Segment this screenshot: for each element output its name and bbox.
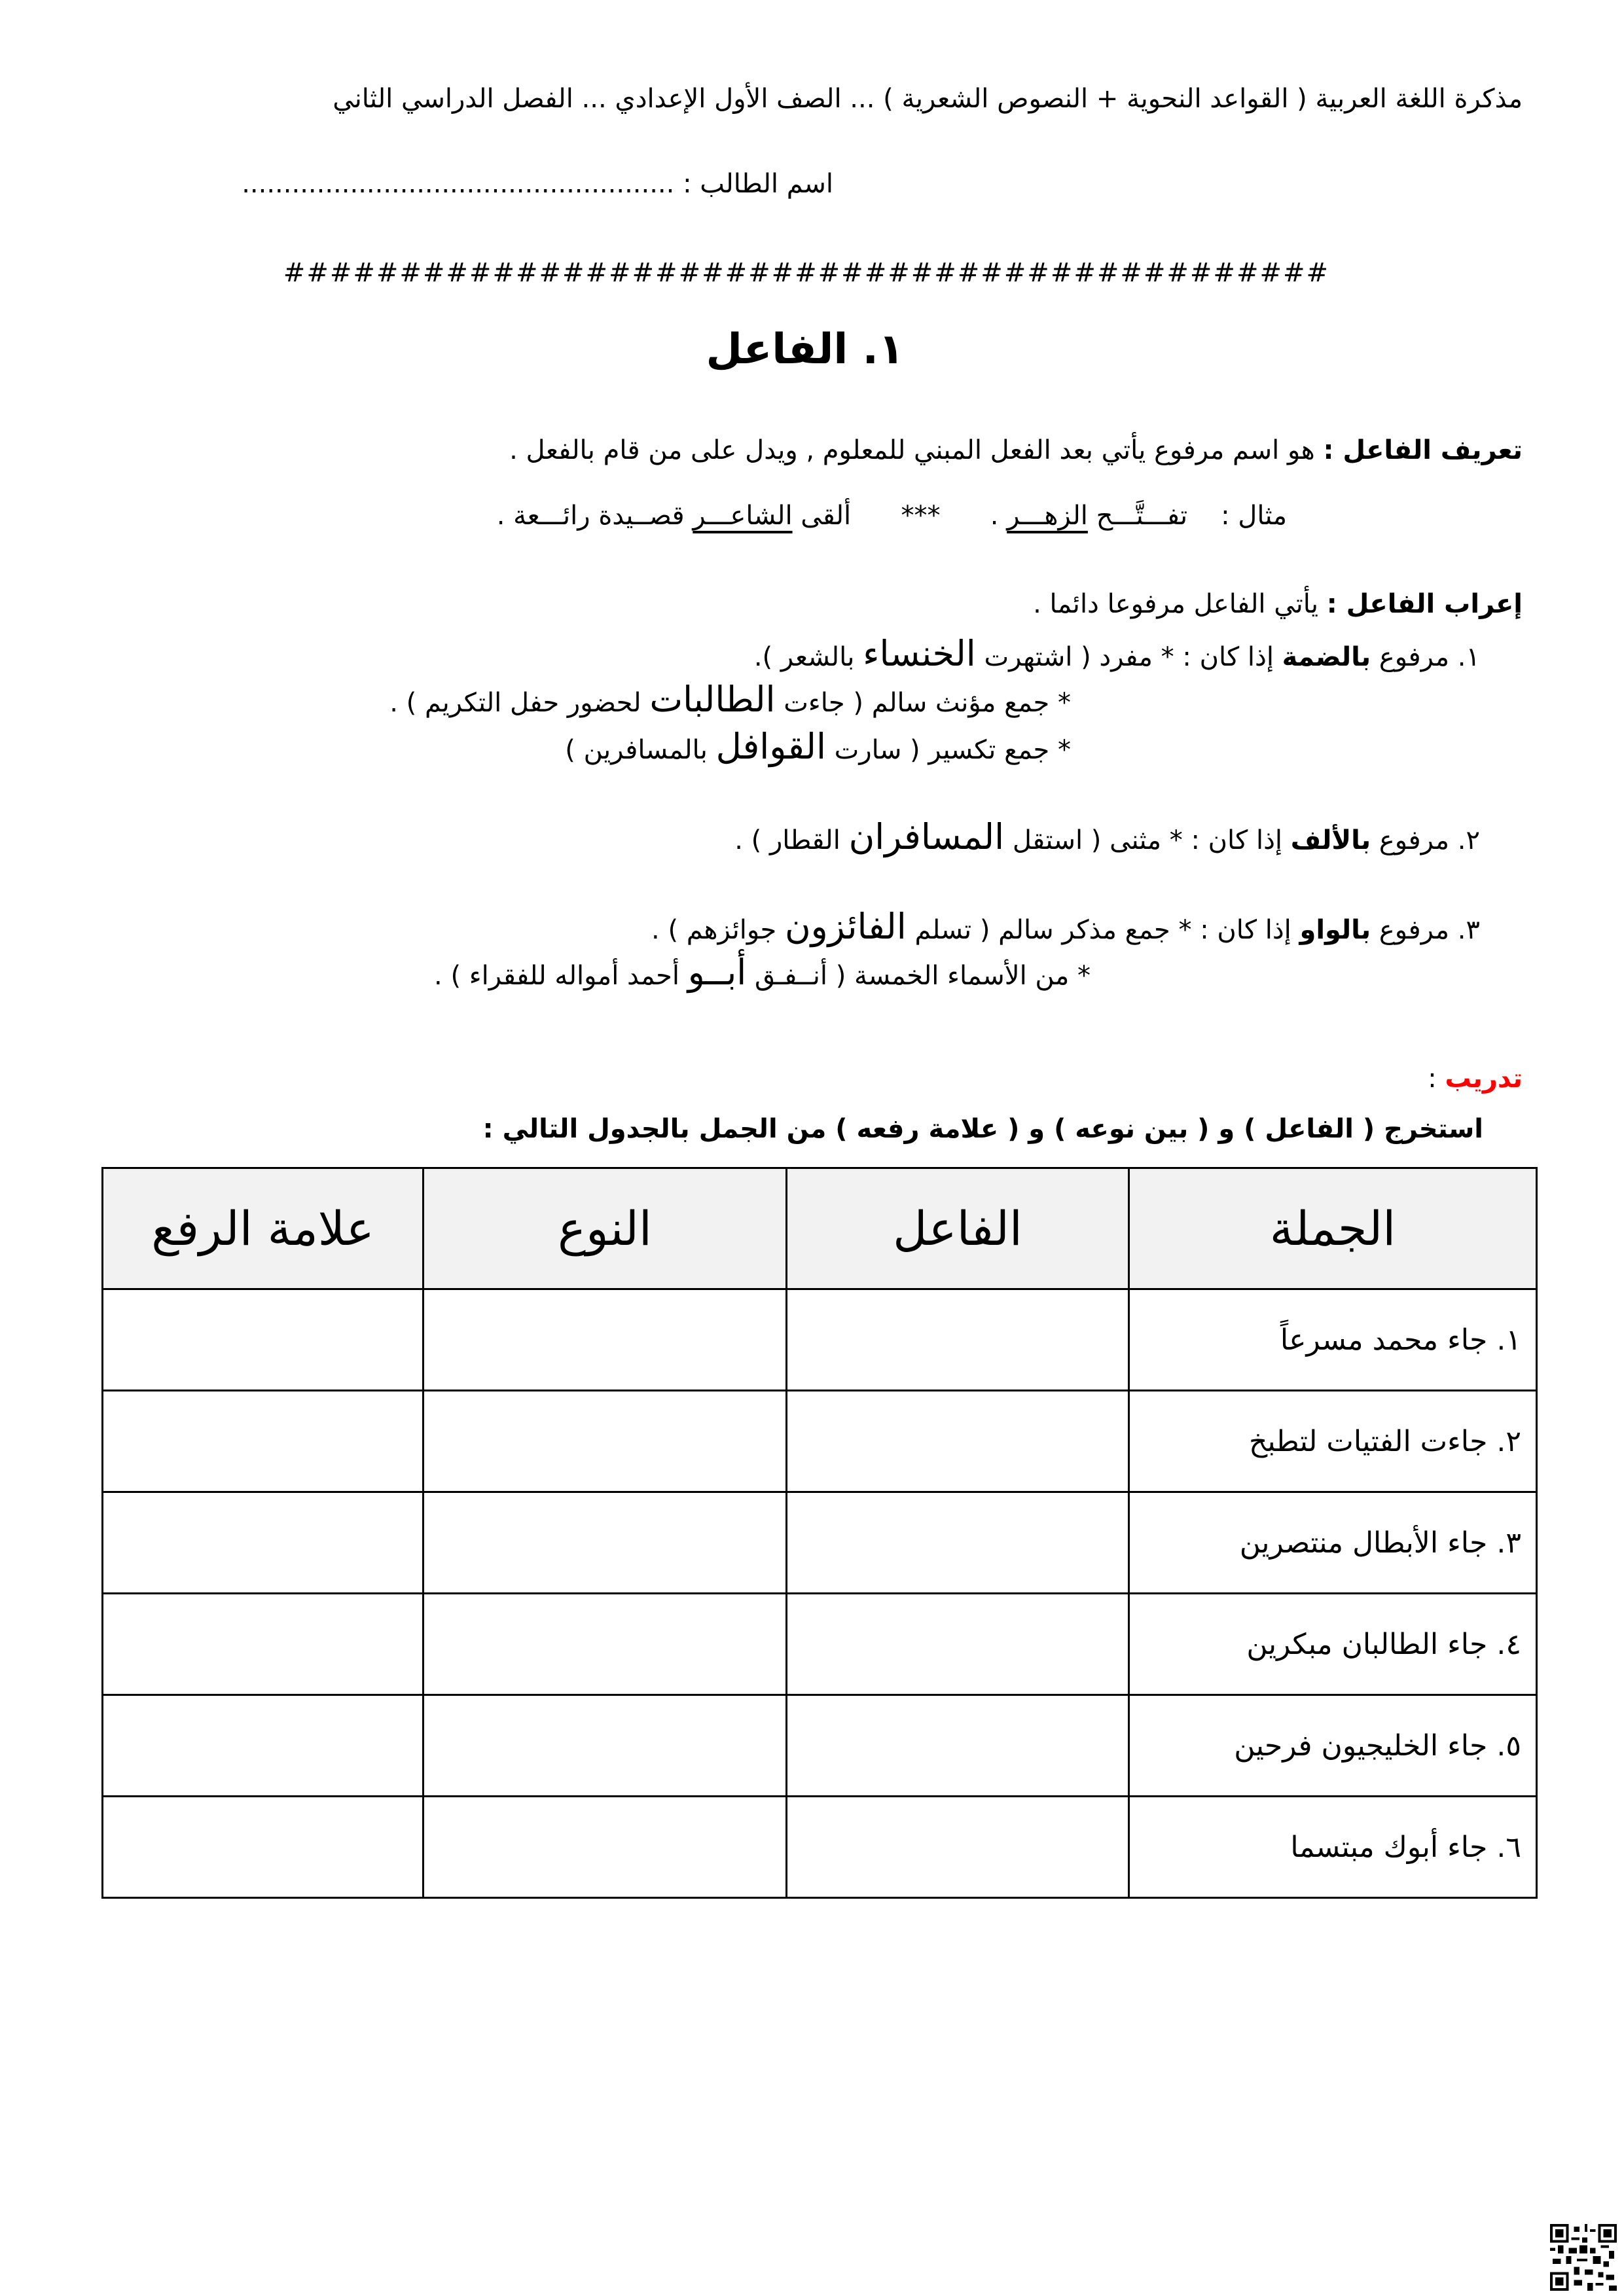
sentence-cell: ١. جاء محمد مسرعاً bbox=[1129, 1289, 1537, 1391]
case-1-number: ١. bbox=[1457, 642, 1480, 672]
case-1-prefix: مرفوع bbox=[1371, 642, 1450, 672]
table-row bbox=[103, 1289, 1537, 1391]
example-2-subject: الشاعـــر bbox=[693, 501, 793, 531]
example-2-a: ألقى bbox=[792, 501, 852, 531]
case-3-number: ٣. bbox=[1457, 915, 1480, 945]
lesson-number: ١. bbox=[862, 325, 904, 374]
case-2-prefix: مرفوع bbox=[1371, 825, 1450, 855]
case-1-c-suffix: بالمسافرين ) bbox=[565, 735, 716, 765]
case-3-b bbox=[434, 952, 1091, 993]
sentence-cell: ٥. جاء الخليجيون فرحين bbox=[1129, 1695, 1537, 1797]
case-2-suffix: القطار ) . bbox=[734, 825, 849, 855]
case-3 bbox=[651, 906, 1480, 947]
answer-mark-cell[interactable] bbox=[103, 1289, 424, 1391]
case-1-mark: بالضمة bbox=[1282, 642, 1371, 672]
exercise-label: تدريب bbox=[1445, 1064, 1523, 1094]
answer-mark-cell[interactable] bbox=[103, 1594, 424, 1695]
answer-type-cell[interactable] bbox=[424, 1492, 787, 1594]
answer-type-cell[interactable] bbox=[424, 1594, 787, 1695]
answer-subject-cell[interactable] bbox=[787, 1797, 1129, 1898]
lesson-title bbox=[706, 326, 904, 374]
case-2 bbox=[734, 817, 1480, 857]
case-1 bbox=[754, 634, 1480, 674]
example-1-a: تفـــتَّـــح bbox=[1087, 501, 1188, 531]
answer-subject-cell[interactable] bbox=[787, 1391, 1129, 1492]
col-header-type: النوع bbox=[424, 1168, 787, 1289]
sentence-cell: ٢. جاءت الفتيات لتطبخ bbox=[1129, 1391, 1537, 1492]
case-2-number: ٢. bbox=[1457, 825, 1480, 855]
exercise-heading bbox=[1428, 1064, 1523, 1094]
memo-title: مذكرة اللغة العربية ( القواعد النحوية + النصوص الشعرية ) ... الصف الأول الإعدادي ... الفصل الدراسي الثاني bbox=[333, 84, 1523, 114]
case-2-word: المسافران bbox=[848, 816, 1005, 857]
example-stars: *** bbox=[901, 501, 941, 531]
answer-type-cell[interactable] bbox=[424, 1289, 787, 1391]
case-3-b-word: أبــو bbox=[687, 952, 747, 993]
table-row bbox=[103, 1594, 1537, 1695]
table-row bbox=[103, 1492, 1537, 1594]
table-header-row bbox=[103, 1168, 1537, 1289]
table-row bbox=[103, 1695, 1537, 1797]
case-2-mark: بالألف bbox=[1290, 825, 1371, 855]
case-3-word: الفائزون bbox=[784, 906, 907, 947]
irab-label: إعراب الفاعل : bbox=[1326, 589, 1523, 619]
answer-mark-cell[interactable] bbox=[103, 1797, 424, 1898]
case-1-condition: إذا كان : * مفرد ( اشتهرت bbox=[975, 642, 1282, 672]
example-1-c: . bbox=[990, 501, 1007, 531]
case-3-mark: بالواو bbox=[1299, 915, 1371, 945]
exercise-instruction: استخرج ( الفاعل ) و ( بين نوعه ) و ( علامة رفعه ) من الجمل بالجدول التالي : bbox=[482, 1114, 1483, 1144]
case-1-c-prefix: * جمع تكسير ( سارت bbox=[825, 735, 1071, 765]
sentence-cell: ٦. جاء أبوك مبتسما bbox=[1129, 1797, 1537, 1898]
sentence-cell: ٣. جاء الأبطال منتصرين bbox=[1129, 1492, 1537, 1594]
lesson-title-text: الفاعل bbox=[706, 325, 848, 374]
separator-line: ############################################# bbox=[283, 258, 1329, 288]
col-header-sentence: الجملة bbox=[1129, 1168, 1537, 1289]
answer-subject-cell[interactable] bbox=[787, 1594, 1129, 1695]
case-1-b-word: الطالبات bbox=[649, 679, 776, 720]
definition-text: هو اسم مرفوع يأتي بعد الفعل المبني للمعلوم , ويدل على من قام بالفعل . bbox=[509, 435, 1315, 465]
case-3-condition: إذا كان : * جمع مذكر سالم ( تسلم bbox=[906, 915, 1300, 945]
answer-subject-cell[interactable] bbox=[787, 1289, 1129, 1391]
answer-subject-cell[interactable] bbox=[787, 1695, 1129, 1797]
answer-type-cell[interactable] bbox=[424, 1695, 787, 1797]
case-1-word: الخنساء bbox=[863, 633, 976, 674]
irab-line bbox=[1033, 589, 1523, 619]
case-1-b bbox=[389, 679, 1071, 720]
example-line bbox=[497, 501, 1287, 531]
student-name-line: اسم الطالب : .................................................... bbox=[242, 169, 833, 199]
example-2-c: قصــيدة رائـــعة . bbox=[496, 501, 693, 531]
definition-line bbox=[509, 435, 1523, 465]
case-1-suffix: بالشعر ). bbox=[753, 642, 863, 672]
case-1-c bbox=[565, 726, 1071, 767]
case-2-condition: إذا كان : * مثنى ( استقل bbox=[1004, 825, 1291, 855]
table-row bbox=[103, 1391, 1537, 1492]
answer-mark-cell[interactable] bbox=[103, 1695, 424, 1797]
col-header-case-mark: علامة الرفع bbox=[103, 1168, 424, 1289]
case-3-b-suffix: أحمد أمواله للفقراء ) . bbox=[434, 961, 688, 991]
definition-label: تعريف الفاعل : bbox=[1323, 435, 1523, 465]
answer-subject-cell[interactable] bbox=[787, 1492, 1129, 1594]
exercise-colon: : bbox=[1428, 1064, 1445, 1094]
example-1-subject: الزهـــر bbox=[1007, 501, 1088, 531]
case-3-b-prefix: * من الأسماء الخمسة ( أنــفـق bbox=[746, 961, 1091, 991]
answer-type-cell[interactable] bbox=[424, 1797, 787, 1898]
table-row bbox=[103, 1797, 1537, 1898]
answer-mark-cell[interactable] bbox=[103, 1391, 424, 1492]
sentence-cell: ٤. جاء الطالبان مبكرين bbox=[1129, 1594, 1537, 1695]
case-1-b-prefix: * جمع مؤنث سالم ( جاءت bbox=[775, 688, 1071, 718]
case-1-c-word: القوافل bbox=[715, 726, 826, 767]
case-3-prefix: مرفوع bbox=[1371, 915, 1450, 945]
irab-text: يأتي الفاعل مرفوعا دائما . bbox=[1033, 589, 1319, 619]
answer-type-cell[interactable] bbox=[424, 1391, 787, 1492]
col-header-subject: الفاعل bbox=[787, 1168, 1129, 1289]
exercise-table bbox=[101, 1167, 1538, 1899]
case-1-b-suffix: لحضور حفل التكريم ) . bbox=[389, 688, 650, 718]
qr-code-icon bbox=[1550, 2224, 1617, 2291]
case-3-suffix: جوائزهم ) . bbox=[651, 915, 785, 945]
answer-mark-cell[interactable] bbox=[103, 1492, 424, 1594]
example-label: مثال : bbox=[1221, 501, 1287, 531]
